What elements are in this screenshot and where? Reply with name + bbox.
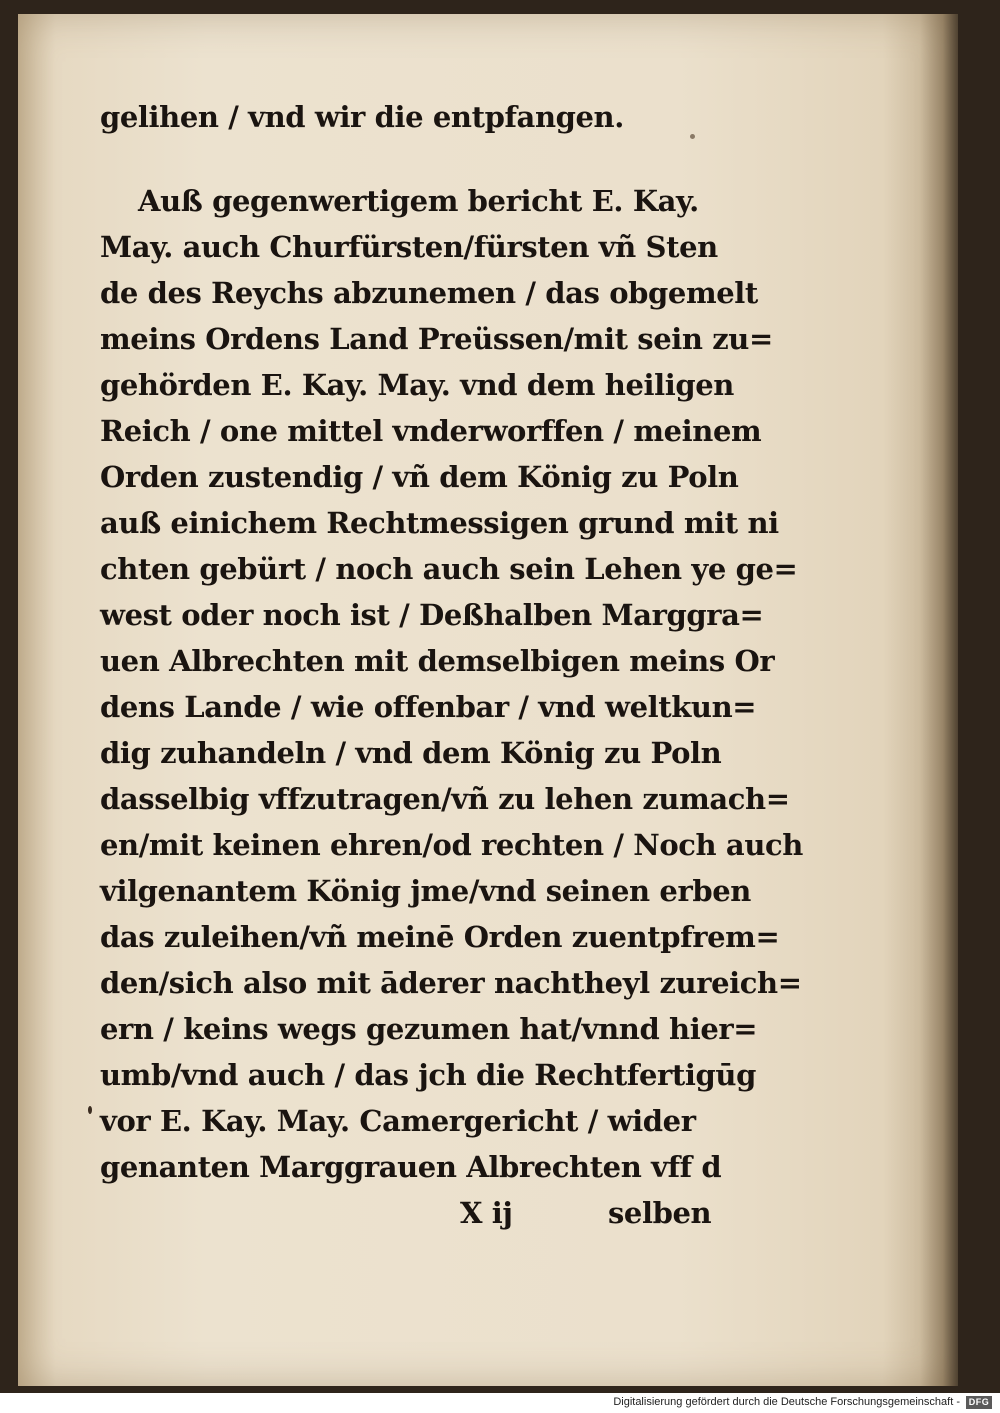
text-line-17: vilgenantem König jme/vnd seinen erben bbox=[100, 874, 751, 908]
text-line-5: meins Ordens Land Preüssen/mit sein zu= bbox=[100, 322, 773, 356]
text-line-18: das zuleihen/vñ meinē Orden zuentpfrem= bbox=[100, 920, 780, 954]
text-line-13: dens Lande / wie offenbar / vnd weltkun= bbox=[100, 690, 757, 724]
text-line-4: de des Reychs abzunemen / das obgemelt bbox=[100, 276, 758, 310]
text-line-15: dasselbig vffzutragen/vñ zu lehen zumach= bbox=[100, 782, 790, 816]
text-line-2: Auß gegenwertigem bericht E. Kay. bbox=[138, 184, 699, 218]
ink-speck bbox=[690, 134, 695, 139]
text-line-16: en/mit keinen ehren/od rechten / Noch auch bbox=[100, 828, 803, 862]
text-line-8: Orden zustendig / vñ dem König zu Poln bbox=[100, 460, 739, 494]
text-line-23: genanten Marggrauen Albrechten vff d bbox=[100, 1150, 722, 1184]
text-line-19: den/sich also mit āderer nachtheyl zureich= bbox=[100, 966, 802, 1000]
text-line-1: gelihen / vnd wir die entpfangen. bbox=[100, 100, 624, 134]
text-line-7: Reich / one mittel vnderworffen / meinem bbox=[100, 414, 762, 448]
text-line-6: gehörden E. Kay. May. vnd dem heiligen bbox=[100, 368, 734, 402]
text-line-20: ern / keins wegs gezumen hat/vnnd hier= bbox=[100, 1012, 758, 1046]
catchword: selben bbox=[608, 1196, 712, 1230]
signature-mark: X ij bbox=[460, 1196, 513, 1230]
footer-bar bbox=[0, 1393, 1000, 1413]
text-line-14: dig zuhandeln / vnd dem König zu Poln bbox=[100, 736, 722, 770]
ink-speck bbox=[88, 1106, 92, 1114]
text-line-21: umb/vnd auch / das jch die Rechtfertigūg bbox=[100, 1058, 756, 1092]
text-line-22: vor E. Kay. May. Camergericht / wider bbox=[100, 1104, 696, 1138]
text-line-12: uen Albrechten mit demselbigen meins Or bbox=[100, 644, 775, 678]
text-line-3: May. auch Churfürsten/fürsten vñ Sten bbox=[100, 230, 718, 264]
book-page bbox=[18, 14, 958, 1386]
text-line-11: west oder noch ist / Deßhalben Marggra= bbox=[100, 598, 764, 632]
text-line-10: chten gebürt / noch auch sein Lehen ye ge= bbox=[100, 552, 798, 586]
page-edge-shadow bbox=[920, 14, 958, 1386]
text-line-9: auß einichem Rechtmessigen grund mit ni bbox=[100, 506, 779, 540]
funding-credit: Digitalisierung gefördert durch die Deutsche Forschungsgemeinschaft - bbox=[613, 1396, 960, 1408]
dfg-logo-icon: DFG bbox=[966, 1396, 992, 1409]
